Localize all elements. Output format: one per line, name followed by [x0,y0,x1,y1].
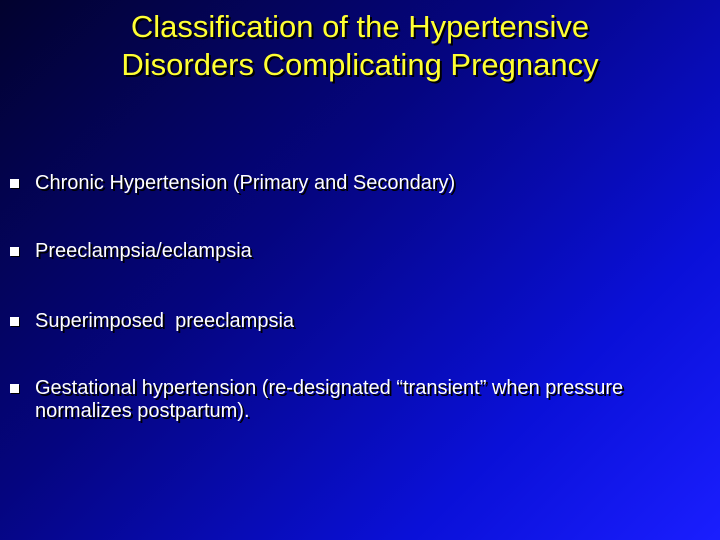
bullet-item [10,172,700,195]
bullet-item [10,377,700,423]
bullet-text: Preeclampsia/eclampsia [35,240,252,262]
square-bullet-icon [10,384,19,393]
bullet-item [10,240,700,263]
slide-title-line-1: Classification of the Hypertensive [130,9,590,44]
bullet-item [10,310,700,333]
square-bullet-icon [10,179,19,188]
bullet-text: Superimposed preeclampsia [35,310,295,332]
square-bullet-icon [10,247,19,256]
bullet-text: Gestational hypertension (re-designated “transient” when pressure normalizes postpartum). [35,377,624,422]
bullet-text: Chronic Hypertension (Primary and Secondary) [35,172,456,194]
slide-title-line-2: Disorders Complicating Pregnancy [121,47,599,82]
square-bullet-icon [10,317,19,326]
